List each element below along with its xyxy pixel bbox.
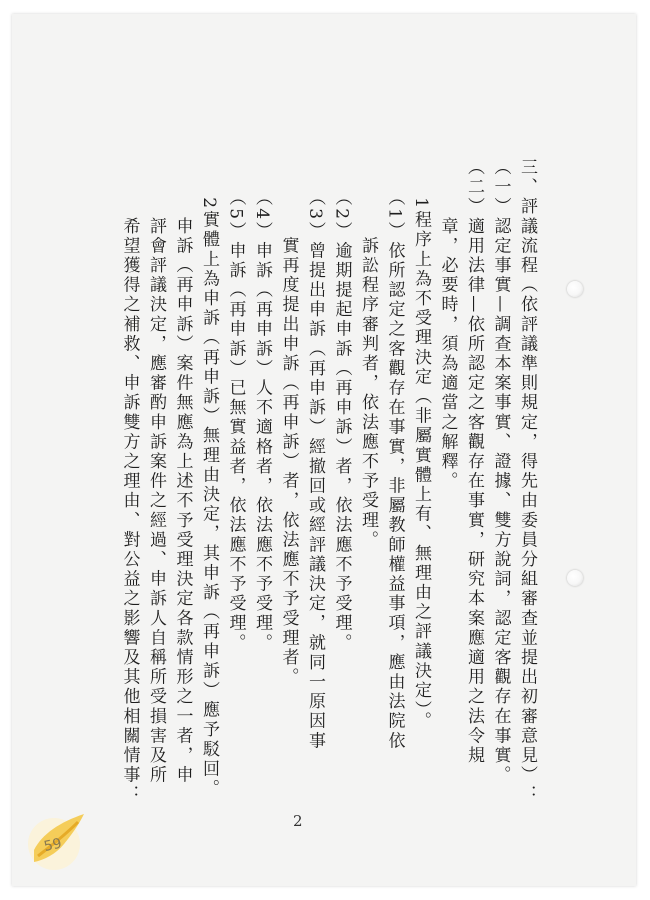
- clause-1: （1）依所認定之客觀存在事實，非屬教師權益事項，應由法院依: [384, 158, 405, 751]
- binder-hole-top: [567, 281, 583, 297]
- page-number: 2: [293, 812, 303, 830]
- clause-3-continued: 實再度提出申訴（再申訴）者，依法應不予受理者。: [278, 158, 299, 688]
- document-body: [70, 158, 540, 805]
- stamp-number: 59: [42, 835, 64, 856]
- paragraph-line-3: 希望獲得之補救、申訴雙方之理由、對公益之影響及其他相關情事：: [119, 158, 140, 805]
- subitem-procedural-rejection: 1程序上為不受理決定（非屬實體上有、無理由之評議決定）。: [411, 158, 431, 732]
- clause-5: （5）申訴（再申訴）已無實益者，依法應不予受理。: [225, 158, 246, 653]
- section-heading-evaluation-process: 三、評議流程（依評議準則規定，得先由委員分組審查並提出初審意見）：: [517, 158, 537, 805]
- binder-hole-bottom: [567, 570, 583, 586]
- clause-1-continued: 訴訟程序審判者，依法應不予受理。: [358, 158, 378, 550]
- item-apply-law: （二）適用法律—依所認定之客觀存在事實，研究本案應適用之法令規: [464, 158, 484, 766]
- paragraph-line-2: 評會評議決定，應審酌申訴案件之經過、申訴人自稱所受損害及所: [146, 158, 166, 786]
- item-apply-law-continued: 章，必要時，須為適當之解釋。: [437, 158, 458, 492]
- paragraph-line-1: 申訴（再申訴）案件無應為上述不予受理決定各款情形之一者，申: [172, 158, 193, 786]
- subitem-substantive-dismissal: 2實體上為申訴（再申訴）無理由決定，其申訴（再申訴）應予駁回。: [199, 158, 219, 799]
- clause-3: （3）曾提出申訴（再申訴）經撤回或經評議決定，就同一原因事: [305, 158, 325, 751]
- item-determine-facts: （一）認定事實—調查本案事實、證據、雙方說詞，認定客觀存在事實。: [490, 158, 511, 786]
- clause-4: （4）申訴（再申訴）人不適格者，依法應不予受理。: [252, 158, 272, 653]
- clause-2: （2）逾期提起申訴（再申訴）者，依法應不予受理。: [331, 158, 352, 653]
- taiwan-map-logo-icon: [20, 800, 98, 878]
